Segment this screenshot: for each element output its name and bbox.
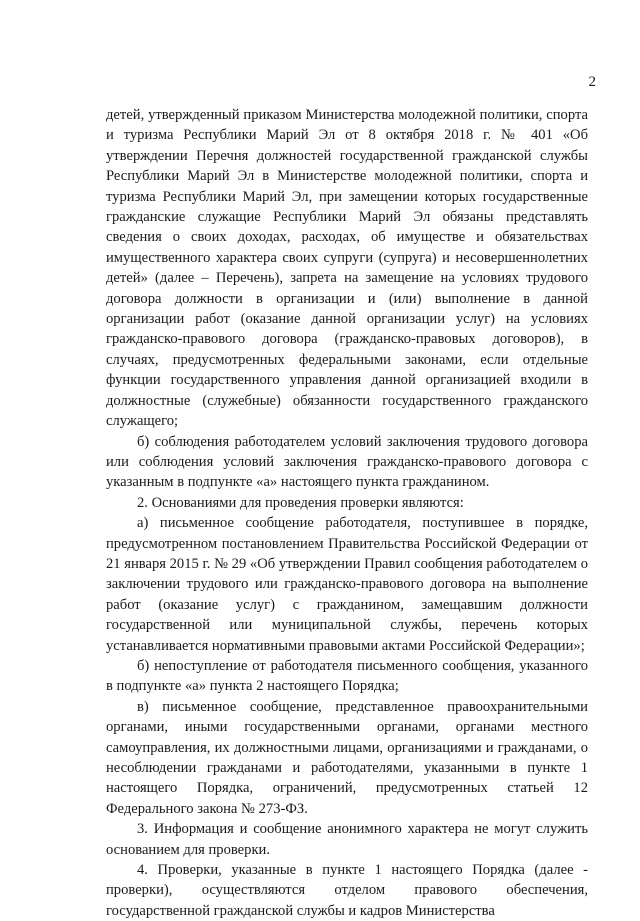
paragraph-continuation: детей, утвержденный приказом Министерства молодежной политики, спорта и туризма Республики Марий Эл от 8 октября 2018 г. № 401 «Об утверждении Перечня должностей государственной гражданской службы Республики Марий Эл в Министерстве молодежной политики, спорта и туризма Республики Марий Эл, при замещении которых государственные гражданские служащие Республики Марий Эл обязаны представлять сведения о своих доходах, расходах, об имуществе и обязательствах имущественного характера своих супруги (супруга) и несовершеннолетних детей» (далее – Перечень), запрета на замещение на условиях трудового договора должности в организации и (или) выполнение в данной организации работ (оказание данной организации услуг) на условиях гражданско-правового договора (гражданско-правовых договоров), в случаях, предусмотренных федеральными законами, если отдельные функции государственного управления данной организацией входили в должностные (служебные) обязанности государственного гражданского служащего; — [106, 107, 588, 430]
paragraph-1b: б) соблюдения работодателем условий заключения трудового договора или соблюдения условий заключения гражданско-правового договора с указанным в подпункте «а» настоящего пункта гражданином. — [106, 433, 588, 491]
paragraph-2b: б) непоступление от работодателя письменного сообщения, указанного в подпункте «а» пункта 2 настоящего Порядка; — [106, 657, 588, 695]
paragraph-2a: а) письменное сообщение работодателя, поступившее в порядке, предусмотренном постановлением Правительства Российской Федерации от 21 января 2015 г. № 29 «Об утверждении Правил сообщения работодателем о заключении трудового или гражданско-правового договора на выполнение работ (оказание услуг) с гражданином, замещавшим должности государственной или муниципальной службы, перечень которых устанавливается нормативными правовыми актами Российской Федерации»; — [106, 515, 588, 654]
paragraph-2: 2. Основаниями для проведения проверки являются: — [137, 494, 464, 511]
page-number: 2 — [588, 74, 596, 90]
paragraph-3: 3. Информация и сообщение анонимного характера не могут служить основанием для проверки. — [106, 821, 588, 858]
paragraph-2v: в) письменное сообщение, представленное правоохранительными органами, иными государственными органами, органами местного самоуправления, их должностными лицами, организациями и гражданами, о несоблюдении гражданами и работодателями, указанными в пункте 1 настоящего Порядка, ограничений, предусмотренных статьей 12 Федерального закона № 273-ФЗ. — [106, 698, 588, 817]
document-body — [106, 105, 588, 921]
paragraph-4: 4. Проверки, указанные в пункте 1 настоящего Порядка (далее - проверки), осуществляются отделом правового обеспечения, государственной гражданской службы и кадров Министерства — [106, 862, 588, 919]
